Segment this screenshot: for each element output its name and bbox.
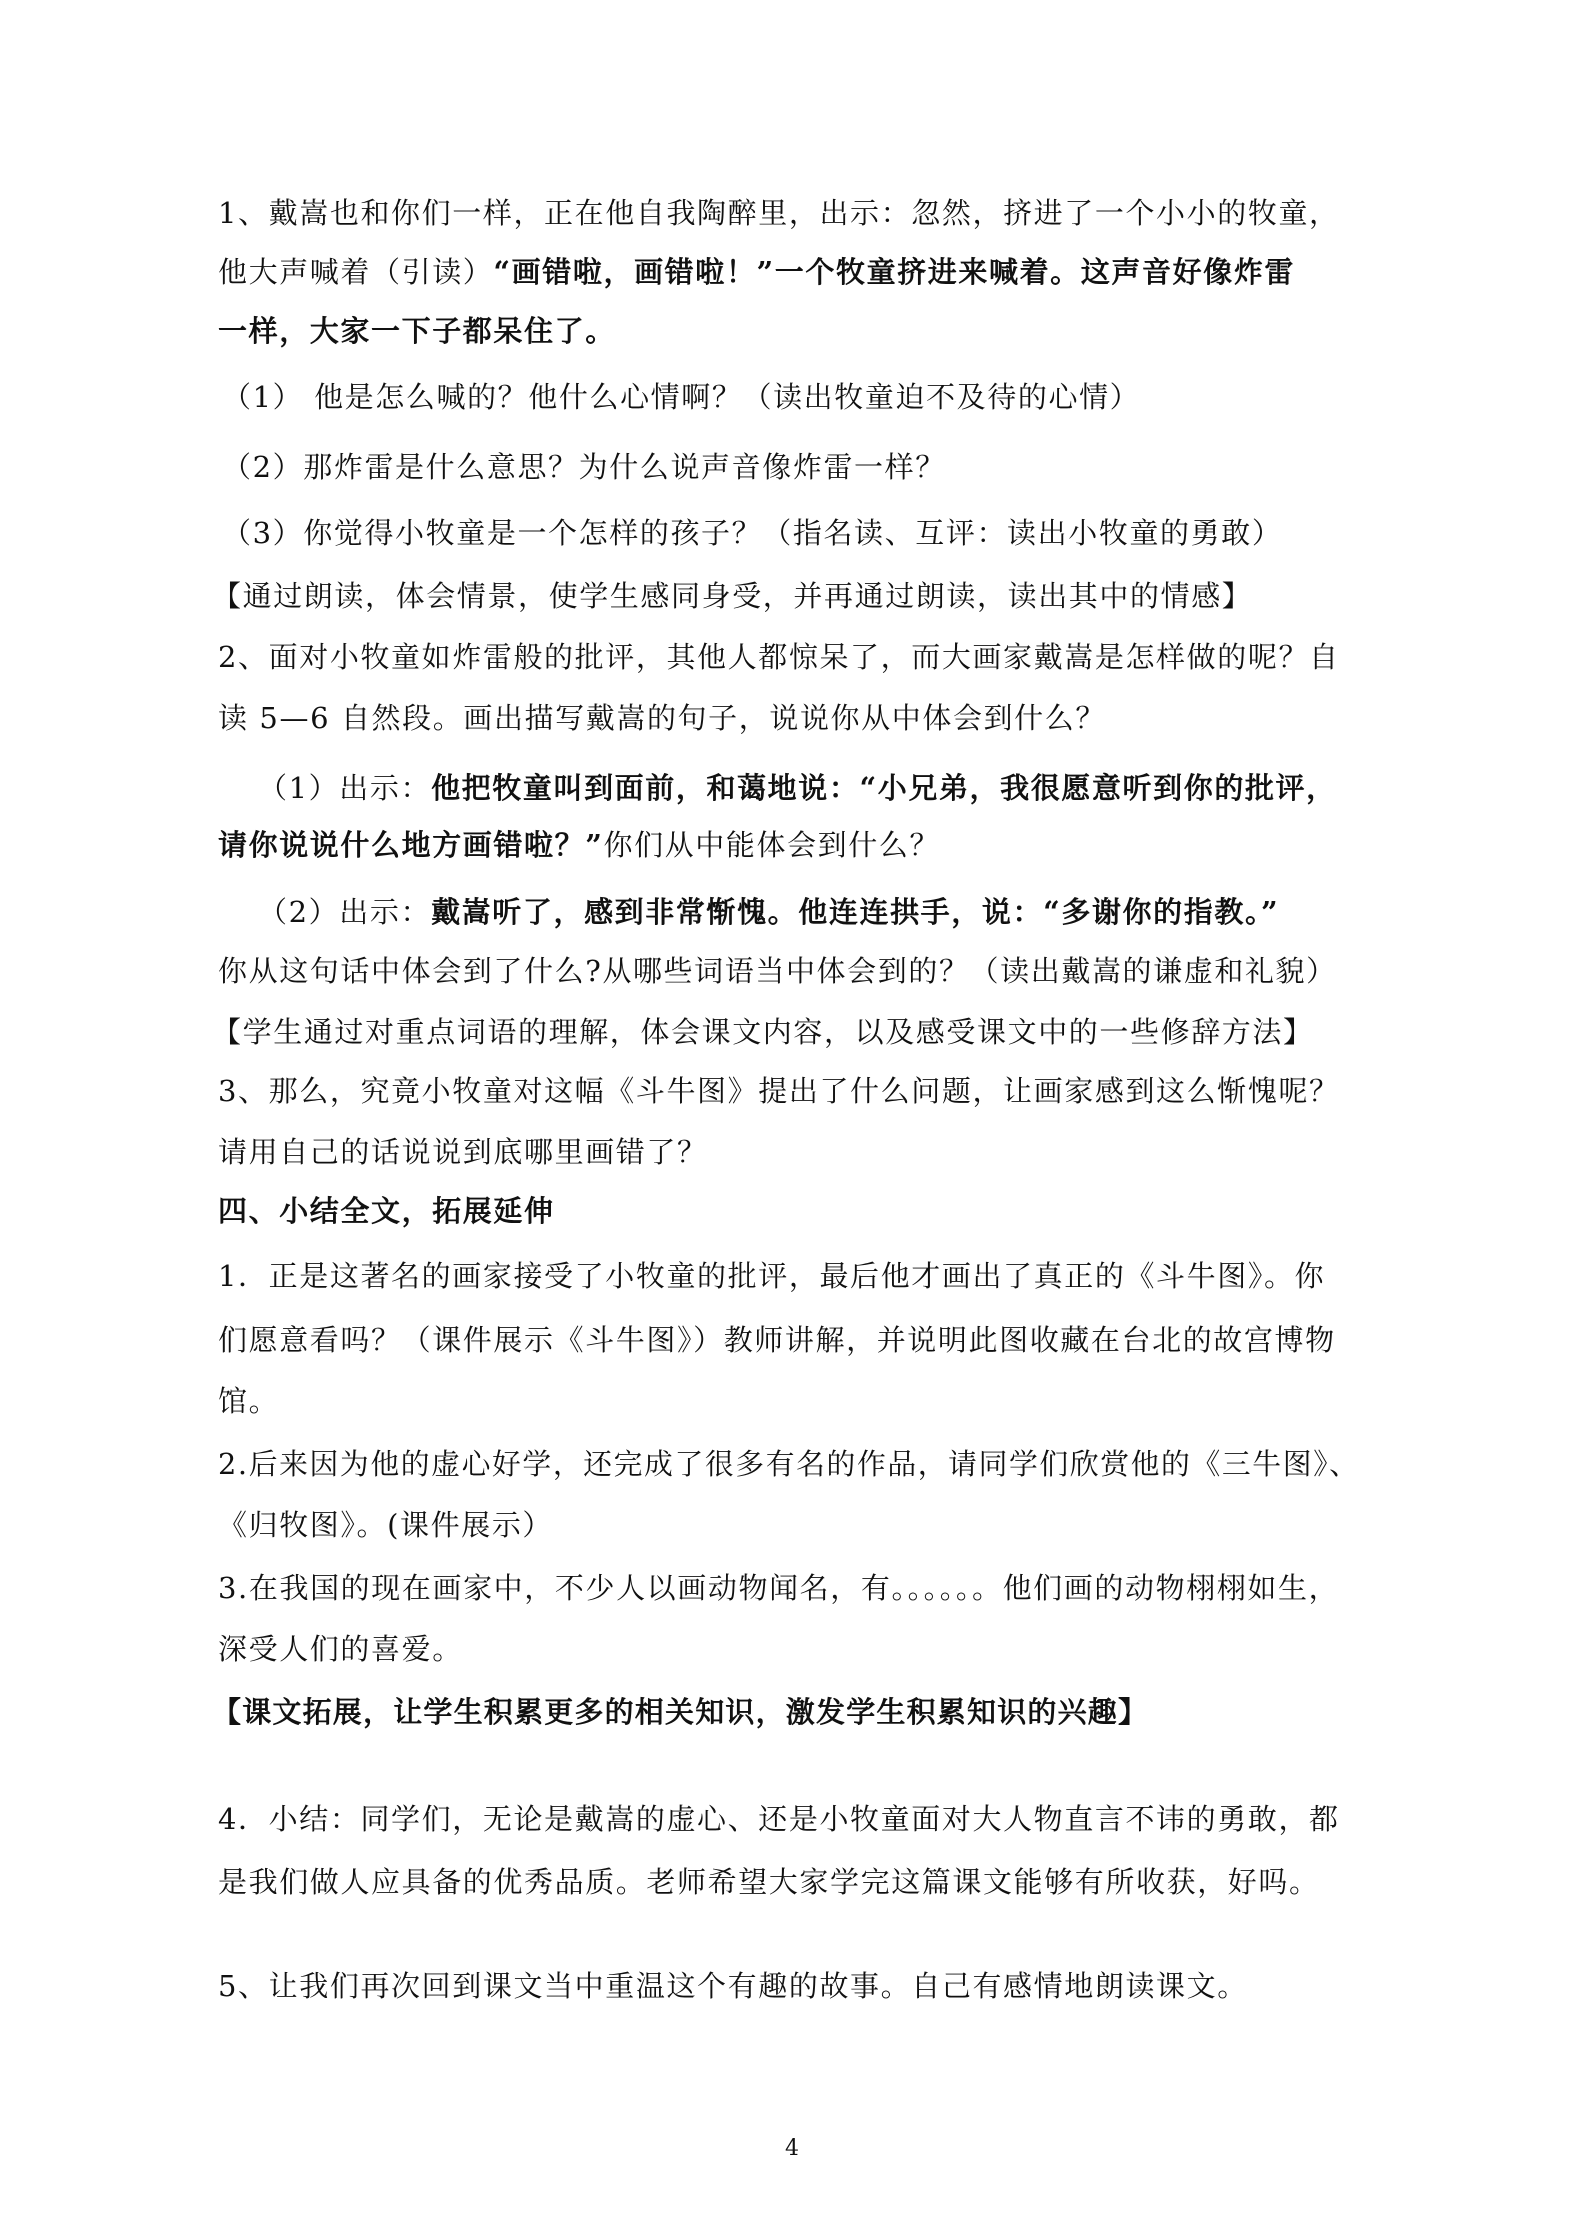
page-number: 4 — [785, 2136, 799, 2161]
para3-line1: 3、那么，究竟小牧童对这幅《斗牛图》提出了什么问题，让画家感到这么惭愧呢？ — [218, 1074, 1340, 1108]
item4-line2: 是我们做人应具备的优秀品质。老师希望大家学完这篇课文能够有所收获，好吗。 — [218, 1865, 1320, 1899]
item2-line1: 2.后来因为他的虚心好学，还完成了很多有名的作品，请同学们欣赏他的《三牛图》、 — [218, 1447, 1360, 1481]
item1-line3: 馆。 — [218, 1384, 280, 1418]
item1-line1: 1．正是这著名的画家接受了小牧童的批评，最后他才画出了真正的《斗牛图》。你 — [218, 1259, 1326, 1293]
para1-line1: 1、戴嵩也和你们一样，正在他自我陶醉里，出示：忽然，挤进了一个小小的牧童， — [218, 196, 1340, 230]
sub2-lead: （2）出示： — [258, 895, 432, 929]
sub1-lead: （1）出示： — [258, 771, 432, 805]
para1-line2-lead: 他大声喊着（引读） — [218, 255, 494, 289]
item2-line2: 《归牧图》。(课件展示） — [218, 1508, 554, 1542]
para2-line1: 2、面对小牧童如炸雷般的批评，其他人都惊呆了，而大画家戴嵩是怎样做的呢？自 — [218, 640, 1340, 674]
sub2-line1 — [258, 892, 1279, 932]
sub1-question: 你们从中能体会到什么？ — [603, 828, 941, 862]
sub1-quote: 他把牧童叫到面前，和蔼地说：“小兄弟，我很愿意听到你的批评， — [431, 771, 1337, 805]
sub2-line2: 你从这句话中体会到了什么?从哪些词语当中体会到的？（读出戴嵩的谦虚和礼貌） — [218, 954, 1337, 988]
sub1-quote-end: 请你说说什么地方画错啦？” — [218, 828, 604, 862]
section-heading-4: 四、小结全文，拓展延伸 — [218, 1194, 555, 1228]
item4-line1: 4．小结：同学们，无论是戴嵩的虚心、还是小牧童面对大人物直言不讳的勇敢，都 — [218, 1802, 1340, 1836]
sub2-quote: 戴嵩听了，感到非常惭愧。他连连拱手，说：“多谢你的指教。” — [431, 895, 1280, 929]
item5: 5、让我们再次回到课文当中重温这个有趣的故事。自己有感情地朗读课文。 — [218, 1969, 1248, 2003]
teaching-note-2: 【学生通过对重点词语的理解，体会课文内容，以及感受课文中的一些修辞方法】 — [212, 1015, 1314, 1049]
para1-line3: 一样，大家一下子都呆住了。 — [218, 314, 616, 348]
item3-line2: 深受人们的喜爱。 — [218, 1632, 463, 1666]
sub1-line1 — [258, 768, 1337, 808]
para3-line2: 请用自己的话说说到底哪里画错了？ — [218, 1135, 708, 1169]
teaching-note-3: 【课文拓展，让学生积累更多的相关知识，激发学生积累知识的兴趣】 — [212, 1695, 1149, 1729]
para2-line2: 读 5—6 自然段。画出描写戴嵩的句子，说说你从中体会到什么？ — [218, 701, 1106, 735]
teaching-note-1: 【通过朗读，体会情景，使学生感同身受，并再通过朗读，读出其中的情感】 — [212, 579, 1253, 613]
item1-line2: 们愿意看吗？（课件展示《斗牛图》）教师讲解，并说明此图收藏在台北的故宫博物 — [218, 1323, 1336, 1357]
question-1: （1） 他是怎么喊的？他什么心情啊？（读出牧童迫不及待的心情） — [222, 380, 1141, 414]
sub1-line2 — [218, 825, 940, 865]
para1-line2-quote: “画错啦，画错啦！”一个牧童挤进来喊着。这声音好像炸雷 — [493, 255, 1295, 289]
para1-line2 — [218, 252, 1295, 292]
question-3: （3）你觉得小牧童是一个怎样的孩子？（指名读、互评：读出小牧童的勇敢） — [222, 516, 1283, 550]
item3-line1: 3.在我国的现在画家中，不少人以画动物闻名，有。。。。。。他们画的动物栩栩如生， — [218, 1571, 1340, 1605]
question-2: （2）那炸雷是什么意思？为什么说声音像炸雷一样？ — [222, 450, 946, 484]
